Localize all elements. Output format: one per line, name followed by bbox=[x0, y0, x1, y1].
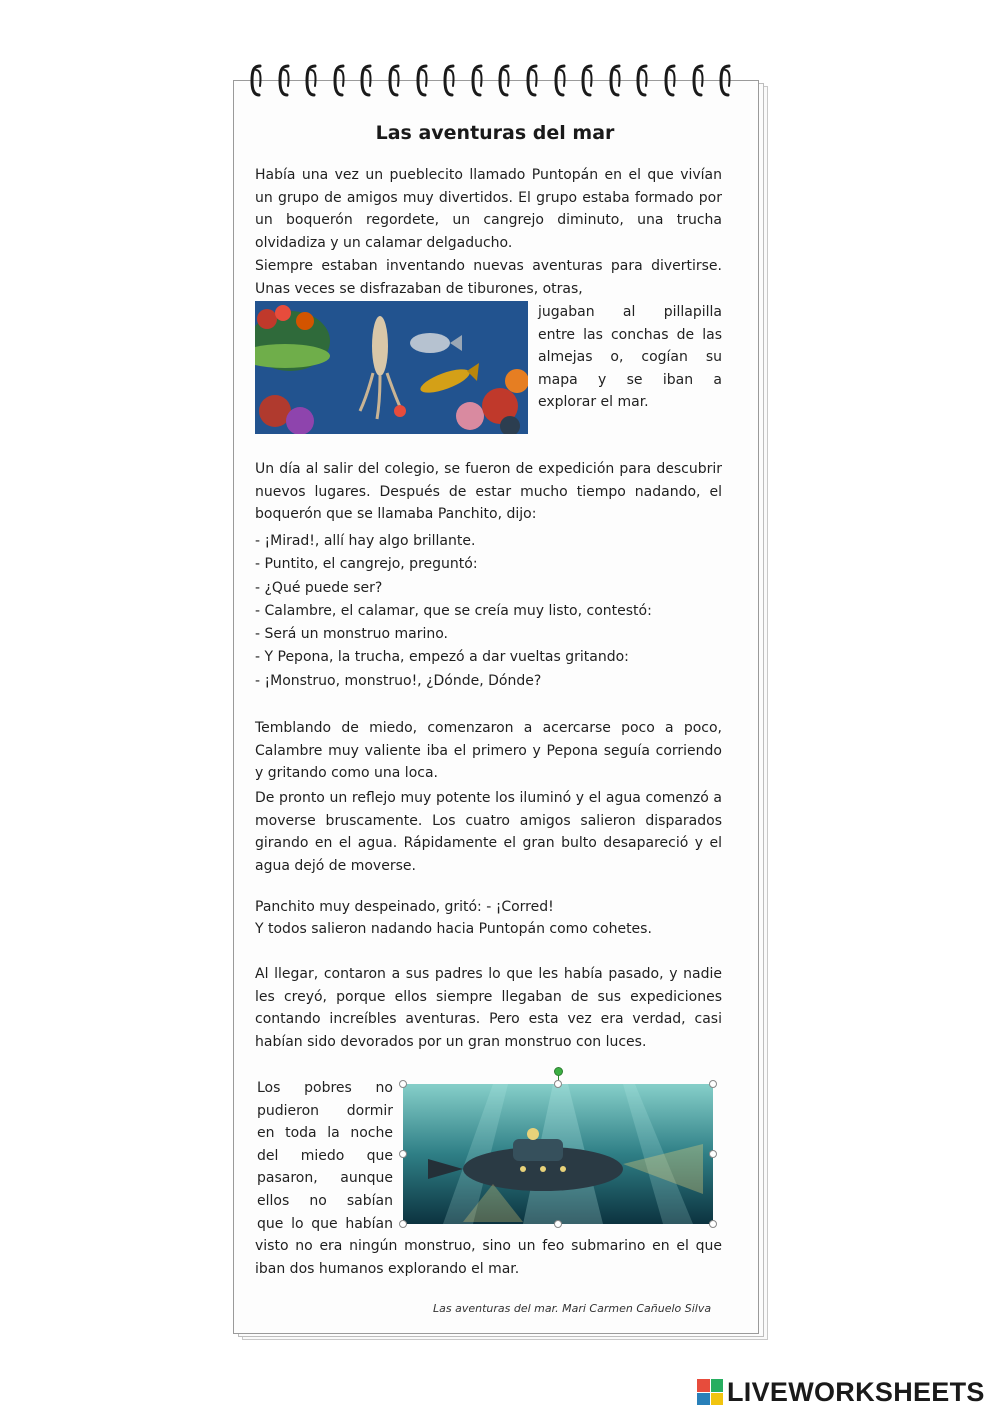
side-text-line: entre las conchas de las bbox=[538, 326, 722, 343]
spiral-ring-icon bbox=[250, 62, 264, 100]
paragraph-night-side bbox=[257, 1077, 393, 1235]
spiral-ring-icon bbox=[719, 62, 733, 100]
paragraph-submarine: visto no era ningún monstruo, sino un feo submarino en el que iban dos humanos explorando el mar. bbox=[255, 1238, 722, 1277]
spiral-ring-icon bbox=[333, 62, 347, 100]
spiral-ring-icon bbox=[443, 62, 457, 100]
paragraph-reflection: De pronto un reflejo muy potente los iluminó y el agua comenzó a moverse bruscamente. Los cuatro amigos salieron disparados girando en el agua. Rápidamente el gran bulto desapareció y el agua dejó de moverse. bbox=[255, 790, 722, 874]
side-text-line: pasaron, aunque bbox=[257, 1170, 393, 1187]
liveworksheets-logo bbox=[697, 1377, 985, 1407]
spiral-ring-icon bbox=[278, 62, 292, 100]
dialog-line: - Será un monstruo marino. bbox=[255, 626, 448, 643]
side-text-line: almejas o, cogían su bbox=[538, 349, 722, 366]
sea-scene-illustration bbox=[255, 301, 528, 434]
spiral-ring-icon bbox=[581, 62, 595, 100]
resize-handle-top-right[interactable] bbox=[709, 1080, 717, 1088]
spiral-ring-icon bbox=[360, 62, 374, 100]
paragraph-adventures: Siempre estaban inventando nuevas aventuras para divertirse. Unas veces se disfrazaban de tiburones, otras, bbox=[255, 258, 722, 297]
side-text-line: que lo que habían bbox=[257, 1215, 393, 1232]
paragraph-trembling: Temblando de miedo, comenzaron a acercarse poco a poco, Calambre muy valiente iba el primero y Pepona seguía corriendo y gritando como una loca. bbox=[255, 720, 722, 782]
side-text-line: del miedo que bbox=[257, 1147, 393, 1164]
spiral-ring-icon bbox=[388, 62, 402, 100]
side-text-line: pudieron dormir bbox=[257, 1102, 393, 1119]
side-text-line: explorar el mar. bbox=[538, 394, 649, 411]
spiral-ring-icon bbox=[636, 62, 650, 100]
badge-square bbox=[711, 1393, 724, 1406]
submarine-image bbox=[403, 1084, 713, 1224]
paragraph-panchito: Panchito muy despeinado, gritó: - ¡Corred! bbox=[255, 899, 554, 915]
spiral-ring-icon bbox=[692, 62, 706, 100]
dialog-list bbox=[255, 530, 652, 693]
liveworksheets-logo-text: LIVEWORKSHEETS bbox=[727, 1376, 985, 1407]
paragraph-expedition: Un día al salir del colegio, se fueron de expedición para descubrir nuevos lugares. Después de estar mucho tiempo nadando, el boquerón que se llamaba Panchito, dijo: bbox=[255, 461, 722, 523]
resize-handle-top[interactable] bbox=[554, 1080, 562, 1088]
spiral-ring-icon bbox=[664, 62, 678, 100]
spiral-ring-icon bbox=[554, 62, 568, 100]
spiral-ring-icon bbox=[305, 62, 319, 100]
submarine-illustration bbox=[403, 1084, 713, 1224]
badge-square bbox=[711, 1379, 724, 1392]
side-text-line: jugaban al pillapilla bbox=[538, 304, 722, 320]
spiral-ring-icon bbox=[526, 62, 540, 100]
paragraph-escape: Y todos salieron nadando hacia Puntopán como cohetes. bbox=[255, 921, 652, 937]
submarine-image-frame[interactable] bbox=[403, 1084, 713, 1224]
spiral-rings bbox=[250, 62, 750, 102]
paragraph-adventures-side bbox=[538, 301, 722, 414]
side-text-line: en toda la noche bbox=[257, 1125, 393, 1142]
resize-handle-right[interactable] bbox=[709, 1150, 717, 1158]
story-title: Las aventuras del mar bbox=[375, 122, 615, 144]
rotate-handle[interactable] bbox=[554, 1067, 563, 1076]
dialog-line: - ¿Qué puede ser? bbox=[255, 579, 383, 596]
side-text-line: mapa y se iban a bbox=[538, 371, 722, 388]
liveworksheets-badge-icon bbox=[697, 1379, 723, 1405]
spiral-ring-icon bbox=[471, 62, 485, 100]
badge-square bbox=[697, 1393, 710, 1406]
spiral-ring-icon bbox=[609, 62, 623, 100]
paragraph-intro: Había una vez un pueblecito llamado Puntopán en el que vivían un grupo de amigos muy divertidos. El grupo estaba formado por un boquerón regordete, un cangrejo diminuto, una trucha olvidadiza y un calamar delgaducho. bbox=[255, 167, 722, 251]
side-text-line: ellos no sabían bbox=[257, 1192, 393, 1209]
dialog-line: - Calambre, el calamar, que se creía muy listo, contestó: bbox=[255, 602, 652, 619]
sea-creatures-image bbox=[255, 301, 528, 434]
side-text-line: Los pobres no bbox=[257, 1080, 393, 1096]
resize-handle-top-left[interactable] bbox=[399, 1080, 407, 1088]
dialog-line: - ¡Mirad!, allí hay algo brillante. bbox=[255, 533, 476, 549]
spiral-ring-icon bbox=[416, 62, 430, 100]
dialog-line: - Y Pepona, la trucha, empezó a dar vueltas gritando: bbox=[255, 649, 629, 666]
resize-handle-bottom-right[interactable] bbox=[709, 1220, 717, 1228]
resize-handle-bottom[interactable] bbox=[554, 1220, 562, 1228]
dialog-line: - ¡Monstruo, monstruo!, ¿Dónde, Dónde? bbox=[255, 672, 542, 689]
paragraph-arrival: Al llegar, contaron a sus padres lo que les había pasado, y nadie les creyó, porque ellos siempre llegaban de sus expediciones contando increíbles aventuras. Pero esta vez era verdad, casi habían sido devorados por un gran monstruo con luces. bbox=[255, 966, 722, 1050]
resize-handle-left[interactable] bbox=[399, 1150, 407, 1158]
author-credit: Las aventuras del mar. Mari Carmen Cañuelo Silva bbox=[433, 1302, 712, 1315]
badge-square bbox=[697, 1379, 710, 1392]
resize-handle-bottom-left[interactable] bbox=[399, 1220, 407, 1228]
dialog-line: - Puntito, el cangrejo, preguntó: bbox=[255, 556, 478, 573]
spiral-ring-icon bbox=[498, 62, 512, 100]
